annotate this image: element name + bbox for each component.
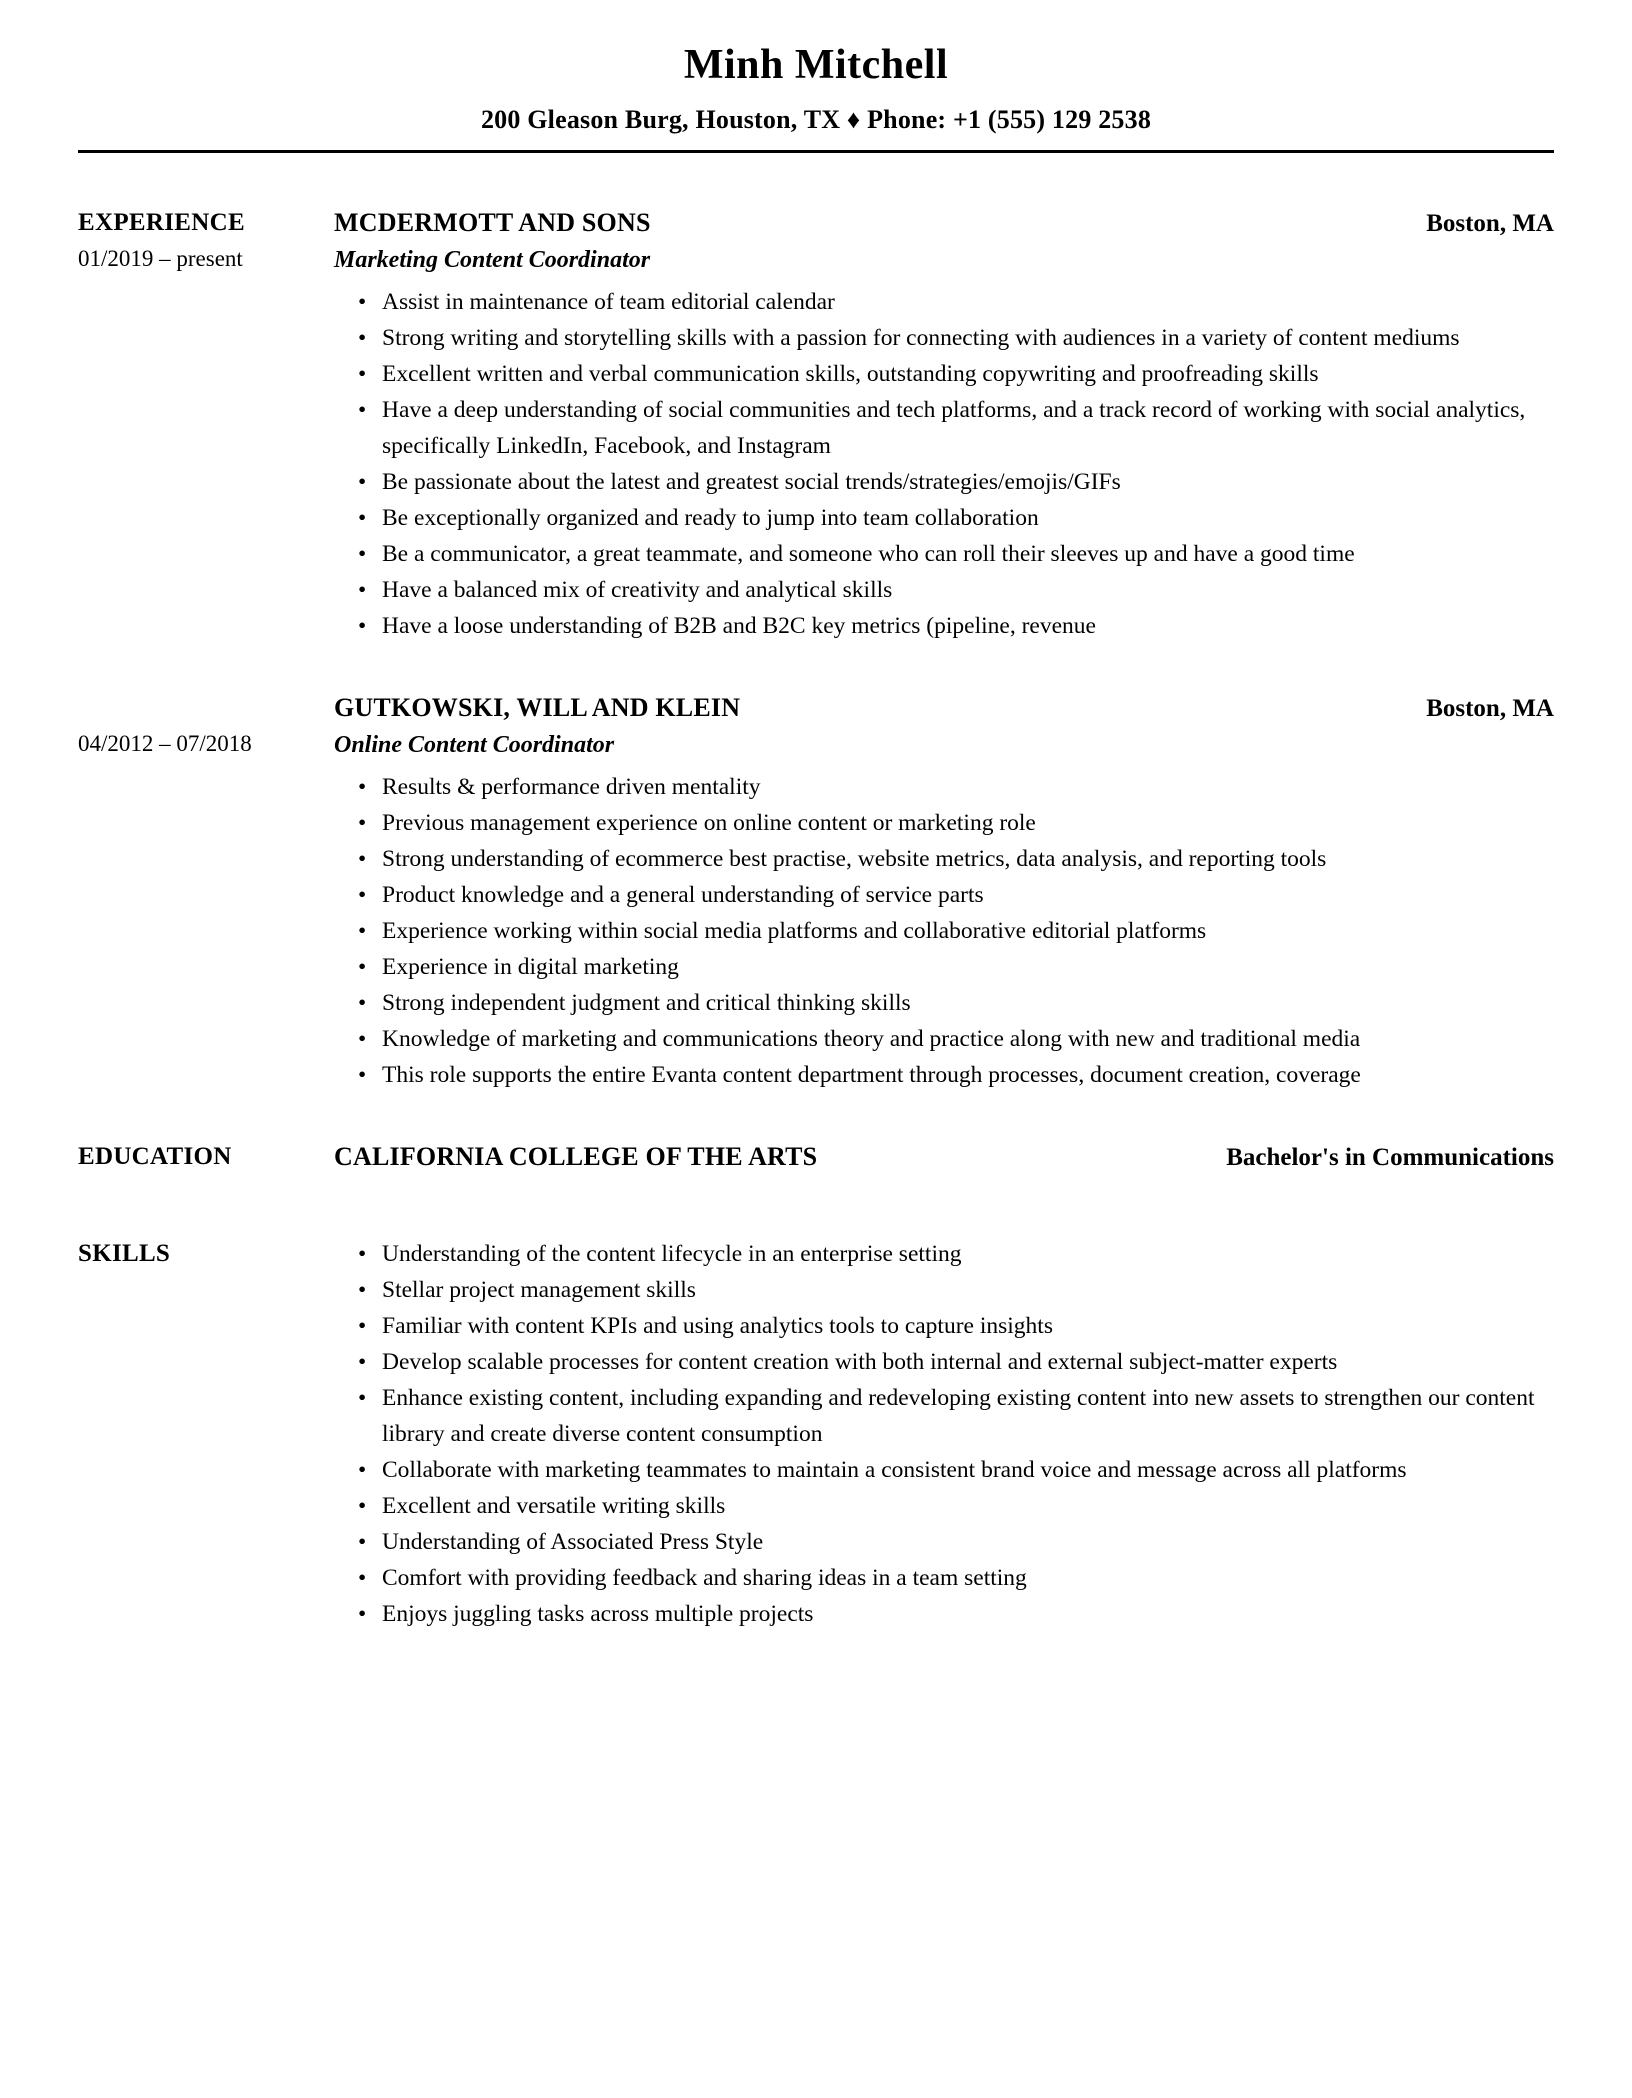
bullet-item: • Be passionate about the latest and greatest social trends/strategies/emojis/GIFs bbox=[356, 464, 1554, 500]
job-1-dates: 01/2019 – present bbox=[78, 246, 243, 271]
job-2-details bbox=[334, 690, 1554, 1093]
skills-left-column bbox=[78, 1236, 334, 1632]
experience-job-1 bbox=[78, 205, 1554, 644]
job-1-details bbox=[334, 205, 1554, 644]
bullet-item: • Enjoys juggling tasks across multiple projects bbox=[356, 1596, 1554, 1632]
job-2-header bbox=[334, 690, 1554, 727]
bullet-item: • Be a communicator, a great teammate, and someone who can roll their sleeves up and have a good time bbox=[356, 536, 1554, 572]
bullet-item: • This role supports the entire Evanta content department through processes, document creation, coverage bbox=[356, 1057, 1554, 1093]
bullet-item: • Have a deep understanding of social communities and tech platforms, and a track record of working with social analytics, specifically LinkedIn, Facebook, and Instagram bbox=[356, 392, 1554, 464]
bullet-item: • Experience working within social media platforms and collaborative editorial platforms bbox=[356, 913, 1554, 949]
job-2-left-column bbox=[78, 690, 334, 1093]
bullet-item: • Have a loose understanding of B2B and B2C key metrics (pipeline, revenue bbox=[356, 608, 1554, 644]
bullet-item: • Collaborate with marketing teammates to maintain a consistent brand voice and message across all platforms bbox=[356, 1452, 1554, 1488]
bullet-item: • Strong writing and storytelling skills with a passion for connecting with audiences in a variety of content mediums bbox=[356, 320, 1554, 356]
bullet-item: • Stellar project management skills bbox=[356, 1272, 1554, 1308]
bullet-item: • Develop scalable processes for content creation with both internal and external subject-matter experts bbox=[356, 1344, 1554, 1380]
job-2-company: GUTKOWSKI, WILL AND KLEIN bbox=[334, 693, 741, 722]
experience-section-label: EXPERIENCE bbox=[78, 209, 245, 236]
bullet-item: • Strong independent judgment and critical thinking skills bbox=[356, 985, 1554, 1021]
bullet-item: • Understanding of Associated Press Style bbox=[356, 1524, 1554, 1560]
bullet-item: • Have a balanced mix of creativity and analytical skills bbox=[356, 572, 1554, 608]
contact-line: 200 Gleason Burg, Houston, TX ♦ Phone: +1 (555) 129 2538 bbox=[480, 105, 1152, 134]
bullet-item: • Enhance existing content, including expanding and redeveloping existing content into new assets to strengthen our content library and create diverse content consumption bbox=[356, 1380, 1554, 1452]
job-2-location: Boston, MA bbox=[1426, 695, 1554, 722]
bullet-item: • Excellent written and verbal communication skills, outstanding copywriting and proofreading skills bbox=[356, 356, 1554, 392]
job-1-header bbox=[334, 205, 1554, 242]
school-name: CALIFORNIA COLLEGE OF THE ARTS bbox=[334, 1142, 818, 1171]
skills-section bbox=[78, 1236, 1554, 1632]
experience-left-column bbox=[78, 205, 334, 644]
job-2-bullet-list bbox=[356, 769, 1554, 1093]
skills-section-label: SKILLS bbox=[78, 1240, 171, 1267]
skills-details bbox=[334, 1236, 1554, 1632]
education-section bbox=[78, 1139, 1554, 1176]
job-1-bullet-list bbox=[356, 284, 1554, 644]
resume-header bbox=[78, 40, 1554, 136]
degree-name: Bachelor's in Communications bbox=[1226, 1144, 1554, 1171]
bullet-item: • Understanding of the content lifecycle in an enterprise setting bbox=[356, 1236, 1554, 1272]
header-divider bbox=[78, 150, 1554, 153]
bullet-item: • Results & performance driven mentality bbox=[356, 769, 1554, 805]
bullet-item: • Product knowledge and a general understanding of service parts bbox=[356, 877, 1554, 913]
education-header bbox=[334, 1139, 1554, 1176]
bullet-item: • Familiar with content KPIs and using analytics tools to capture insights bbox=[356, 1308, 1554, 1344]
skills-bullet-list bbox=[356, 1236, 1554, 1632]
candidate-name: Minh Mitchell bbox=[683, 42, 949, 88]
bullet-item: • Experience in digital marketing bbox=[356, 949, 1554, 985]
education-section-label: EDUCATION bbox=[78, 1143, 232, 1170]
job-1-location: Boston, MA bbox=[1426, 210, 1554, 237]
education-left-column bbox=[78, 1139, 334, 1176]
bullet-item: • Excellent and versatile writing skills bbox=[356, 1488, 1554, 1524]
job-1-title: Marketing Content Coordinator bbox=[334, 247, 651, 273]
bullet-item: • Strong understanding of ecommerce best practise, website metrics, data analysis, and reporting tools bbox=[356, 841, 1554, 877]
bullet-item: • Comfort with providing feedback and sharing ideas in a team setting bbox=[356, 1560, 1554, 1596]
job-2-title: Online Content Coordinator bbox=[334, 732, 615, 758]
bullet-item: • Be exceptionally organized and ready to jump into team collaboration bbox=[356, 500, 1554, 536]
education-details bbox=[334, 1139, 1554, 1176]
job-2-dates: 04/2012 – 07/2018 bbox=[78, 731, 252, 756]
experience-job-2 bbox=[78, 690, 1554, 1093]
bullet-item: • Assist in maintenance of team editorial calendar bbox=[356, 284, 1554, 320]
bullet-item: • Knowledge of marketing and communications theory and practice along with new and traditional media bbox=[356, 1021, 1554, 1057]
job-1-company: MCDERMOTT AND SONS bbox=[334, 208, 651, 237]
bullet-item: • Previous management experience on online content or marketing role bbox=[356, 805, 1554, 841]
